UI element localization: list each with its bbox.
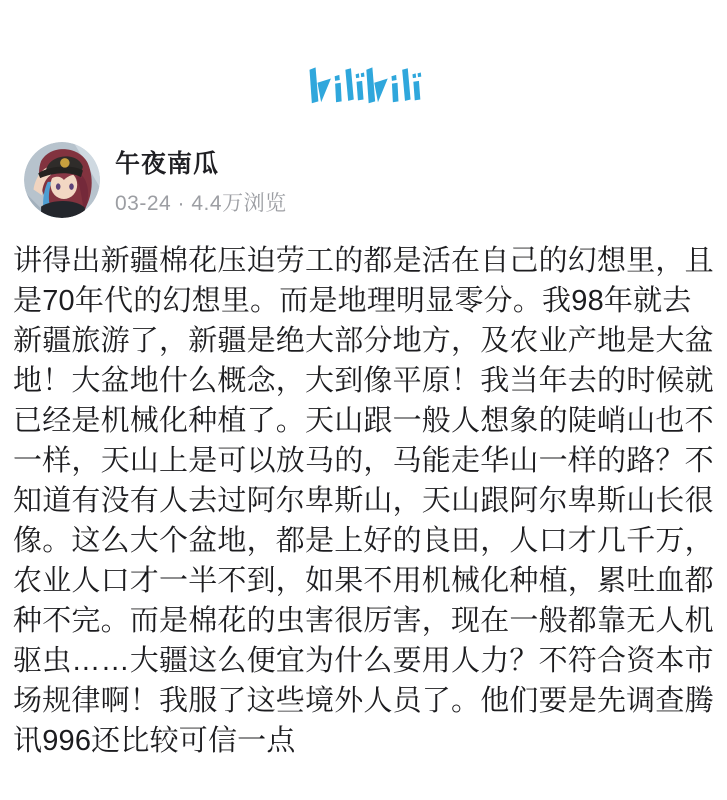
- author-name[interactable]: 午夜南瓜: [115, 149, 220, 178]
- post-meta: 03-24 · 4.4万浏览: [115, 191, 287, 215]
- avatar-image: [24, 142, 100, 218]
- avatar[interactable]: [24, 142, 100, 218]
- header: [0, 0, 727, 108]
- author-block: [115, 144, 287, 217]
- post-header: [24, 142, 703, 218]
- post-body: 讲得出新疆棉花压迫劳工的都是活在自己的幻想里，且是70年代的幻想里。而是地理明显零分。我98年就去新疆旅游了，新疆是绝大部分地方，及农业产地是大盆地！大盆地什么概念，大到像平原！我当年去的时候就已经是机械化种植了。天山跟一般人想象的陡峭山也不一样，天山上是可以放马的，马能走华山一样的路？不知道有没有人去过阿尔卑斯山，天山跟阿尔卑斯山长很像。这么大个盆地，都是上好的良田，人口才几千万，农业人口才一半不到，如果不用机械化种植，累吐血都种不完。而是棉花的虫害很厉害，现在一般都靠无人机驱虫……大疆这么便宜为什么要用人力？不符合资本市场规律啊！我服了这些境外人员了。他们要是先调查腾讯996还比较可信一点: [13, 245, 714, 757]
- bilibili-logo[interactable]: [303, 64, 425, 108]
- bilibili-logo-icon: [303, 64, 425, 108]
